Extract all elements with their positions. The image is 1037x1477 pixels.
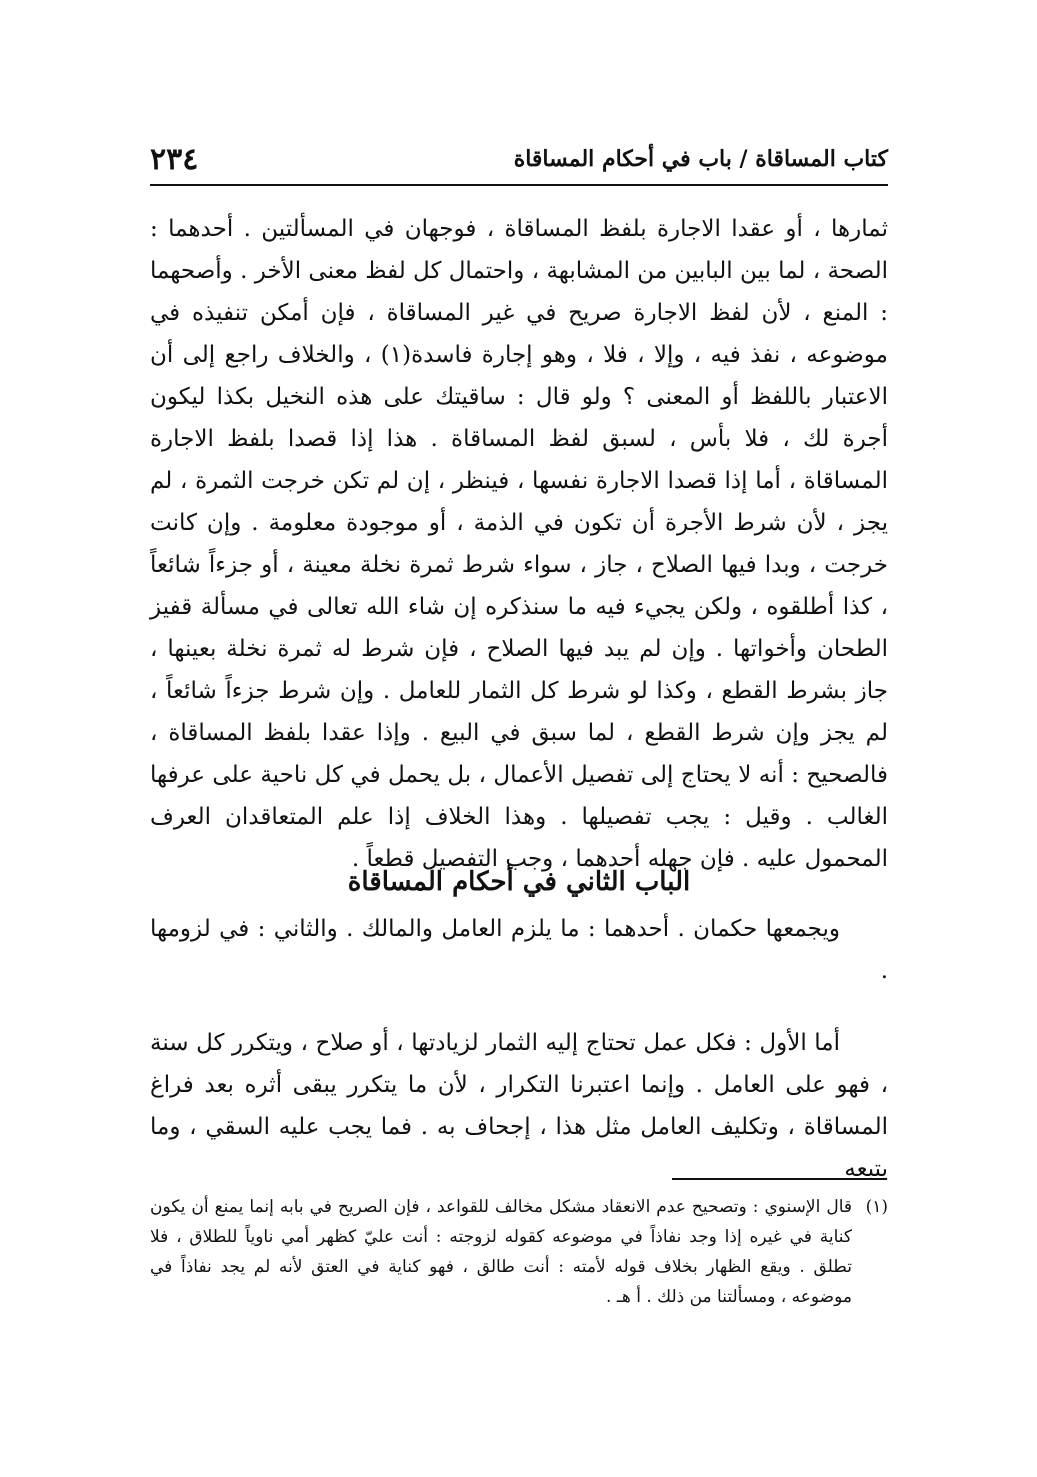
section-intro (150, 908, 888, 992)
footnote-entry (150, 1192, 888, 1312)
main-text (150, 208, 888, 880)
page-header (150, 140, 888, 186)
running-title: كتاب المساقاة / باب في أحكام المساقاة (513, 146, 888, 172)
section-heading: الباب الثاني في أحكام المساقاة (347, 867, 691, 897)
page-number: ٢٣٤ (150, 142, 199, 177)
section-paragraph: أما الأول : فكل عمل تحتاج إليه الثمار لزيادتها ، أو صلاح ، ويتكرر كل سنة ، فهو على العامل . وإنما اعتبرنا التكرار ، لأن ما يتكرر يبقى أثره بعد فراغ المساقاة ، وتكليف العامل مثل هذا ، إجحاف به . فما يجب عليه السقي ، وما يتبعه (150, 1030, 888, 1182)
section-body (150, 1022, 888, 1190)
footnote-number: (١) (865, 1197, 888, 1217)
body-paragraph: ثمارها ، أو عقدا الاجارة بلفظ المساقاة ، فوجهان في المسألتين . أحدهما : الصحة ، لما بين البابين من المشابهة ، واحتمال كل لفظ معنى الأخر . وأصحهما : المنع ، لأن لفظ الاجارة صريح في غير المساقاة ، فإن أمكن تنفيذه في موضوعه ، نفذ فيه ، وإلا ، فلا ، وهو إجارة فاسدة(١) ، والخلاف راجع إلى أن الاعتبار باللفظ أو المعنى ؟ ولو قال : ساقيتك على هذه النخيل بكذا ليكون أجرة لك ، فلا بأس ، لسبق لفظ المساقاة . هذا إذا قصدا بلفظ الاجارة المساقاة ، أما إذا قصدا الاجارة نفسها ، فينظر ، إن لم تكن خرجت الثمرة ، لم يجز ، لأن شرط الأجرة أن تكون في الذمة ، أو موجودة معلومة . وإن كانت خرجت ، وبدا فيها الصلاح ، جاز ، سواء شرط ثمرة نخلة معينة ، أو جزءاً شائعاً ، كذا أطلقوه ، ولكن يجيء فيه ما سنذكره إن شاء الله تعالى في مسألة قفيز الطحان وأخواتها . وإن لم يبد فيها الصلاح ، فإن شرط له ثمرة نخلة بعينها ، جاز بشرط القطع ، وكذا لو شرط كل الثمار للعامل . وإن شرط جزءاً شائعاً ، لم يجز وإن شرط القطع ، لما سبق في البيع . وإذا عقدا بلفظ المساقاة ، فالصحيح : أنه لا يحتاج إلى تفصيل الأعمال ، بل يحمل في كل ناحية على عرفها الغالب . وقيل : يجب تفصيلها . وهذا الخلاف إذا علم المتعاقدان العرف المحمول عليه . فإن جهله أحدهما ، وجب التفصيل قطعاً . (149, 216, 888, 872)
footnote (150, 1192, 888, 1312)
footnote-divider (672, 1178, 887, 1180)
footnote-text: قال الإسنوي : وتصحيح عدم الانعقاد مشكل مخالف للقواعد ، فإن الصريح في بابه إنما يمنع أن يكون كناية في غيره إذا وجد نفاذاً في موضوعه كقوله لزوجته : أنت عليّ كظهر أمي ناوياً للطلاق ، فلا تطلق . ويقع الظهار بخلاف قوله لأمته : أنت طالق ، فهو كناية في العتق لأنه لم يجد نفاذاً في موضوعه ، ومسألتنا من ذلك . أ هـ . (150, 1197, 852, 1307)
section-intro-text: ويجمعها حكمان . أحدهما : ما يلزم العامل والمالك . والثاني : في لزومها . (150, 916, 888, 984)
